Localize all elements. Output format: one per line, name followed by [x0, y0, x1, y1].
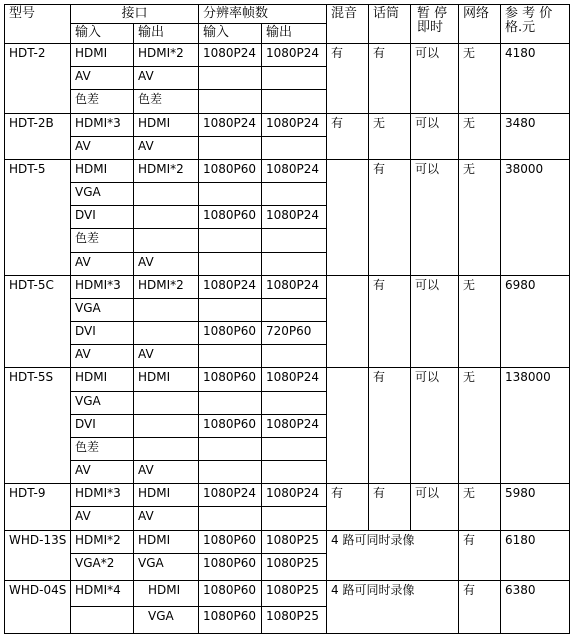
resolution-output-cell	[262, 137, 327, 160]
mix-cell	[327, 368, 369, 484]
network-cell: 无	[459, 368, 501, 484]
header-model: 型号	[4, 4, 71, 44]
recording-note-cell: 4 路可同时录像	[327, 581, 459, 634]
resolution-input-cell: 1080P24	[199, 44, 262, 67]
network-cell: 无	[459, 44, 501, 114]
interface-input-cell: HDMI*3	[71, 484, 134, 507]
interface-input-cell: AV	[71, 137, 134, 160]
resolution-output-cell	[262, 299, 327, 322]
interface-input-cell: DVI	[71, 415, 134, 438]
interface-output-cell: AV	[134, 253, 199, 276]
mic-cell: 有	[369, 44, 411, 114]
header-output: 输出	[134, 24, 199, 44]
interface-input-cell: HDMI*3	[71, 276, 134, 299]
interface-output-cell: HDMI	[134, 531, 199, 554]
resolution-input-cell	[199, 392, 262, 415]
pause-cell: 可以	[411, 368, 459, 484]
resolution-output-cell: 1080P24	[262, 276, 327, 299]
resolution-output-cell: 1080P25	[262, 607, 327, 634]
interface-output-cell: 色差	[134, 90, 199, 113]
mic-cell: 无	[369, 114, 411, 160]
resolution-output-cell: 1080P25	[262, 554, 327, 581]
model-cell: WHD-04S	[4, 581, 71, 634]
resolution-input-cell: 1080P60	[199, 554, 262, 581]
interface-output-cell: AV	[134, 345, 199, 368]
resolution-input-cell	[199, 137, 262, 160]
model-cell: HDT-5S	[4, 368, 71, 484]
interface-input-cell: VGA*2	[71, 554, 134, 581]
model-cell: WHD-13S	[4, 531, 71, 581]
resolution-output-cell: 1080P24	[262, 114, 327, 137]
interface-output-cell	[134, 183, 199, 206]
interface-input-cell: HDMI*2	[71, 531, 134, 554]
recording-note-cell: 4 路可同时录像	[327, 531, 459, 581]
header-res-input: 输入	[199, 24, 262, 44]
price-cell: 4180	[501, 44, 570, 114]
interface-output-cell: AV	[134, 137, 199, 160]
resolution-input-cell: 1080P60	[199, 607, 262, 634]
mix-cell	[327, 276, 369, 369]
resolution-output-cell	[262, 90, 327, 113]
network-cell: 无	[459, 484, 501, 530]
interface-input-cell: VGA	[71, 299, 134, 322]
header-mix: 混音	[327, 4, 369, 44]
interface-input-cell: VGA	[71, 392, 134, 415]
resolution-input-cell	[199, 461, 262, 484]
interface-output-cell	[134, 322, 199, 345]
interface-input-cell: HDMI	[71, 160, 134, 183]
model-cell: HDT-5C	[4, 276, 71, 369]
model-cell: HDT-5	[4, 160, 71, 276]
pause-cell: 可以	[411, 276, 459, 369]
interface-output-cell	[134, 438, 199, 461]
interface-output-cell: VGA	[134, 554, 199, 581]
price-cell: 3480	[501, 114, 570, 160]
network-cell: 无	[459, 276, 501, 369]
resolution-output-cell: 1080P24	[262, 160, 327, 183]
resolution-output-cell: 1080P24	[262, 484, 327, 507]
model-cell: HDT-2B	[4, 114, 71, 160]
resolution-input-cell: 1080P60	[199, 581, 262, 608]
resolution-output-cell: 1080P24	[262, 368, 327, 391]
interface-input-cell: HDMI*3	[71, 114, 134, 137]
interface-output-cell: AV	[134, 461, 199, 484]
model-cell: HDT-2	[4, 44, 71, 114]
resolution-output-cell	[262, 345, 327, 368]
resolution-output-cell	[262, 507, 327, 530]
interface-output-cell: AV	[134, 507, 199, 530]
resolution-output-cell: 1080P24	[262, 44, 327, 67]
spec-table	[4, 4, 570, 634]
interface-input-cell: AV	[71, 253, 134, 276]
interface-input-cell: HDMI	[71, 368, 134, 391]
resolution-input-cell: 1080P60	[199, 322, 262, 345]
pause-cell: 可以	[411, 160, 459, 276]
header-input: 输入	[71, 24, 134, 44]
resolution-output-cell: 1080P24	[262, 415, 327, 438]
interface-output-cell: HDMI	[134, 114, 199, 137]
resolution-input-cell: 1080P60	[199, 368, 262, 391]
interface-input-cell: 色差	[71, 229, 134, 252]
interface-output-cell	[134, 206, 199, 229]
resolution-input-cell	[199, 67, 262, 90]
interface-input-cell: HDMI*4	[71, 581, 134, 608]
resolution-input-cell	[199, 253, 262, 276]
resolution-input-cell	[199, 299, 262, 322]
interface-output-cell: HDMI	[134, 368, 199, 391]
mic-cell: 有	[369, 276, 411, 369]
pause-cell: 可以	[411, 484, 459, 530]
pause-cell: 可以	[411, 114, 459, 160]
network-cell: 无	[459, 160, 501, 276]
network-cell: 有	[459, 581, 501, 634]
interface-output-cell: HDMI*2	[134, 276, 199, 299]
interface-output-cell	[134, 415, 199, 438]
mix-cell: 有	[327, 44, 369, 114]
interface-input-cell: 色差	[71, 90, 134, 113]
interface-input-cell: AV	[71, 461, 134, 484]
interface-output-cell	[134, 229, 199, 252]
price-cell: 38000	[501, 160, 570, 276]
mic-cell: 有	[369, 160, 411, 276]
header-mic: 话筒	[369, 4, 411, 44]
price-cell: 6380	[501, 581, 570, 634]
resolution-output-cell	[262, 229, 327, 252]
interface-input-cell: AV	[71, 67, 134, 90]
price-cell: 138000	[501, 368, 570, 484]
interface-output-cell: HDMI	[134, 581, 199, 608]
resolution-output-cell	[262, 67, 327, 90]
resolution-input-cell: 1080P24	[199, 276, 262, 299]
network-cell: 无	[459, 114, 501, 160]
resolution-output-cell: 720P60	[262, 322, 327, 345]
mic-cell: 有	[369, 368, 411, 484]
resolution-output-cell	[262, 392, 327, 415]
interface-output-cell: VGA	[134, 607, 199, 634]
model-cell: HDT-9	[4, 484, 71, 530]
resolution-input-cell	[199, 345, 262, 368]
header-price: 参 考 价格.元	[501, 4, 570, 44]
price-cell: 6180	[501, 531, 570, 581]
resolution-input-cell	[199, 438, 262, 461]
resolution-output-cell: 1080P24	[262, 206, 327, 229]
mic-cell: 有	[369, 484, 411, 530]
header-res-output: 输出	[262, 24, 327, 44]
interface-output-cell	[134, 299, 199, 322]
header-network: 网络	[459, 4, 501, 44]
price-cell: 6980	[501, 276, 570, 369]
resolution-input-cell	[199, 507, 262, 530]
resolution-input-cell: 1080P24	[199, 484, 262, 507]
resolution-input-cell: 1080P60	[199, 206, 262, 229]
resolution-input-cell: 1080P60	[199, 160, 262, 183]
resolution-output-cell	[262, 438, 327, 461]
interface-output-cell: AV	[134, 67, 199, 90]
interface-output-cell: HDMI	[134, 484, 199, 507]
price-cell: 5980	[501, 484, 570, 530]
interface-input-cell: 色差	[71, 438, 134, 461]
interface-output-cell	[134, 392, 199, 415]
interface-input-cell: VGA	[71, 183, 134, 206]
header-resolution: 分辨率帧数	[199, 4, 327, 24]
interface-output-cell: HDMI*2	[134, 160, 199, 183]
interface-output-cell: HDMI*2	[134, 44, 199, 67]
resolution-output-cell: 1080P25	[262, 581, 327, 608]
resolution-input-cell: 1080P24	[199, 114, 262, 137]
interface-input-cell: DVI	[71, 322, 134, 345]
resolution-input-cell: 1080P60	[199, 531, 262, 554]
interface-input-cell: AV	[71, 507, 134, 530]
resolution-output-cell	[262, 183, 327, 206]
interface-input-cell	[71, 607, 134, 634]
resolution-input-cell: 1080P60	[199, 415, 262, 438]
interface-input-cell: AV	[71, 345, 134, 368]
header-interface: 接口	[71, 4, 199, 24]
pause-cell: 可以	[411, 44, 459, 114]
mix-cell: 有	[327, 484, 369, 530]
resolution-input-cell	[199, 90, 262, 113]
interface-input-cell: DVI	[71, 206, 134, 229]
header-pause: 暂 停 即时	[411, 4, 459, 44]
resolution-output-cell	[262, 253, 327, 276]
resolution-input-cell	[199, 183, 262, 206]
resolution-output-cell	[262, 461, 327, 484]
interface-input-cell: HDMI	[71, 44, 134, 67]
resolution-input-cell	[199, 229, 262, 252]
mix-cell	[327, 160, 369, 276]
mix-cell: 有	[327, 114, 369, 160]
network-cell: 有	[459, 531, 501, 581]
resolution-output-cell: 1080P25	[262, 531, 327, 554]
